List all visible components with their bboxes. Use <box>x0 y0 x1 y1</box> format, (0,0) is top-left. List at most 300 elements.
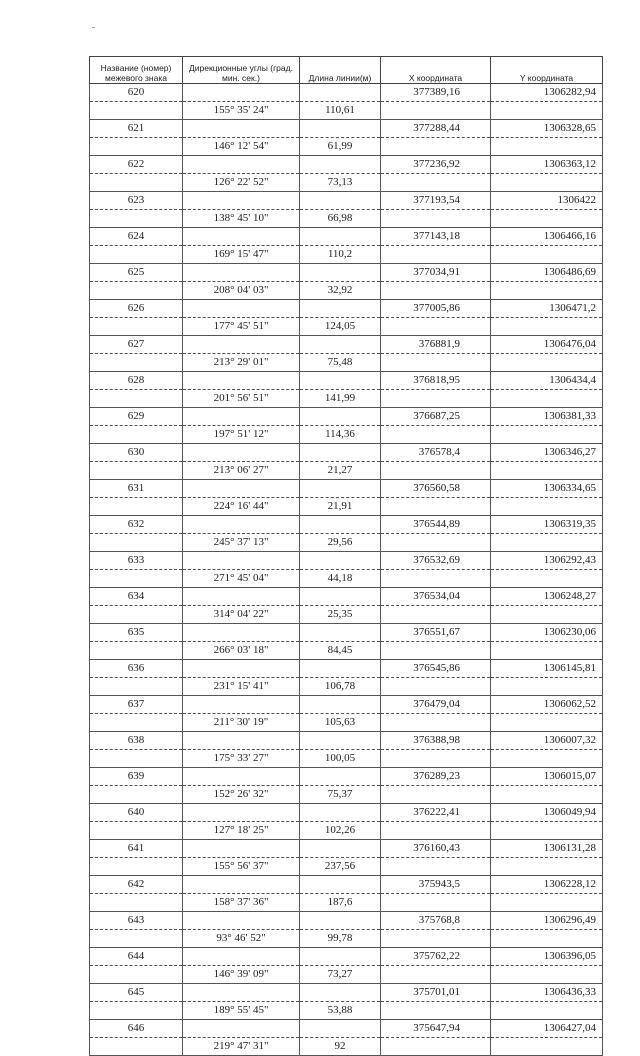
line-length-cell: 124,05 <box>300 318 381 336</box>
empty-angle-cell <box>183 480 300 498</box>
y-coordinate-cell: 1306422 <box>491 192 603 210</box>
x-coordinate-cell: 375701,01 <box>381 984 491 1002</box>
direction-angle-cell: 213° 29' 01" <box>183 354 300 372</box>
line-row <box>90 606 603 624</box>
x-coordinate-cell: 376551,67 <box>381 624 491 642</box>
line-row <box>90 930 603 948</box>
empty-x-cell <box>381 498 491 516</box>
empty-name-cell <box>90 174 183 192</box>
empty-y-cell <box>491 246 603 264</box>
line-row <box>90 534 603 552</box>
direction-angle-cell: 155° 56' 37" <box>183 858 300 876</box>
y-coordinate-cell: 1306007,32 <box>491 732 603 750</box>
direction-angle-cell: 127° 18' 25" <box>183 822 300 840</box>
empty-y-cell <box>491 462 603 480</box>
header-line-length: Длина линии(м) <box>300 57 381 84</box>
header-direction-angle: Дирекционные углы (град. мин. сек.) <box>183 57 300 84</box>
empty-y-cell <box>491 282 603 300</box>
empty-y-cell <box>491 498 603 516</box>
empty-length-cell <box>300 516 381 534</box>
point-name-cell: 630 <box>90 444 183 462</box>
empty-name-cell <box>90 462 183 480</box>
empty-length-cell <box>300 336 381 354</box>
line-row <box>90 318 603 336</box>
empty-y-cell <box>491 102 603 120</box>
direction-angle-cell: 146° 39' 09" <box>183 966 300 984</box>
line-row <box>90 354 603 372</box>
direction-angle-cell: 197° 51' 12" <box>183 426 300 444</box>
y-coordinate-cell: 1306466,16 <box>491 228 603 246</box>
line-length-cell: 141,99 <box>300 390 381 408</box>
empty-length-cell <box>300 552 381 570</box>
empty-name-cell <box>90 570 183 588</box>
point-name-cell: 623 <box>90 192 183 210</box>
line-row <box>90 750 603 768</box>
y-coordinate-cell: 1306471,2 <box>491 300 603 318</box>
direction-angle-cell: 126° 22' 52" <box>183 174 300 192</box>
empty-length-cell <box>300 372 381 390</box>
y-coordinate-cell: 1306062,52 <box>491 696 603 714</box>
empty-name-cell <box>90 678 183 696</box>
empty-name-cell <box>90 498 183 516</box>
empty-y-cell <box>491 714 603 732</box>
y-coordinate-cell: 1306282,94 <box>491 84 603 102</box>
line-length-cell: 73,27 <box>300 966 381 984</box>
line-length-cell: 75,48 <box>300 354 381 372</box>
line-row <box>90 390 603 408</box>
empty-x-cell <box>381 138 491 156</box>
direction-angle-cell: 146° 12' 54" <box>183 138 300 156</box>
empty-length-cell <box>300 480 381 498</box>
empty-length-cell <box>300 840 381 858</box>
empty-name-cell <box>90 138 183 156</box>
empty-x-cell <box>381 570 491 588</box>
empty-y-cell <box>491 138 603 156</box>
point-row <box>90 444 603 462</box>
empty-name-cell <box>90 714 183 732</box>
y-coordinate-cell: 1306434,4 <box>491 372 603 390</box>
line-row <box>90 894 603 912</box>
empty-x-cell <box>381 930 491 948</box>
empty-name-cell <box>90 1002 183 1020</box>
line-row <box>90 714 603 732</box>
point-row <box>90 768 603 786</box>
scan-speck <box>92 27 95 28</box>
point-name-cell: 643 <box>90 912 183 930</box>
empty-x-cell <box>381 858 491 876</box>
x-coordinate-cell: 377143,18 <box>381 228 491 246</box>
empty-angle-cell <box>183 984 300 1002</box>
line-length-cell: 32,92 <box>300 282 381 300</box>
empty-y-cell <box>491 606 603 624</box>
point-row <box>90 516 603 534</box>
empty-name-cell <box>90 786 183 804</box>
direction-angle-cell: 169° 15' 47" <box>183 246 300 264</box>
empty-angle-cell <box>183 768 300 786</box>
empty-name-cell <box>90 318 183 336</box>
line-length-cell: 100,05 <box>300 750 381 768</box>
point-row <box>90 804 603 822</box>
direction-angle-cell: 189° 55' 45" <box>183 1002 300 1020</box>
x-coordinate-cell: 376545,86 <box>381 660 491 678</box>
line-row <box>90 210 603 228</box>
point-row <box>90 264 603 282</box>
x-coordinate-cell: 377193,54 <box>381 192 491 210</box>
point-row <box>90 660 603 678</box>
empty-length-cell <box>300 696 381 714</box>
line-row <box>90 246 603 264</box>
point-row <box>90 552 603 570</box>
empty-x-cell <box>381 678 491 696</box>
header-point-name: Название (номер) межевого знака <box>90 57 183 84</box>
point-row <box>90 696 603 714</box>
point-row <box>90 948 603 966</box>
empty-length-cell <box>300 804 381 822</box>
empty-angle-cell <box>183 948 300 966</box>
point-row <box>90 300 603 318</box>
x-coordinate-cell: 376560,58 <box>381 480 491 498</box>
direction-angle-cell: 175° 33' 27" <box>183 750 300 768</box>
y-coordinate-cell: 1306396,05 <box>491 948 603 966</box>
line-row <box>90 498 603 516</box>
empty-name-cell <box>90 930 183 948</box>
y-coordinate-cell: 1306015,07 <box>491 768 603 786</box>
line-length-cell: 102,26 <box>300 822 381 840</box>
y-coordinate-cell: 1306292,43 <box>491 552 603 570</box>
x-coordinate-cell: 375943,5 <box>381 876 491 894</box>
line-length-cell: 21,27 <box>300 462 381 480</box>
line-length-cell: 105,63 <box>300 714 381 732</box>
empty-x-cell <box>381 354 491 372</box>
empty-y-cell <box>491 354 603 372</box>
point-row <box>90 912 603 930</box>
empty-x-cell <box>381 750 491 768</box>
point-name-cell: 626 <box>90 300 183 318</box>
empty-x-cell <box>381 966 491 984</box>
empty-x-cell <box>381 390 491 408</box>
line-length-cell: 29,56 <box>300 534 381 552</box>
x-coordinate-cell: 376881,9 <box>381 336 491 354</box>
x-coordinate-cell: 377288,44 <box>381 120 491 138</box>
x-coordinate-cell: 376534,04 <box>381 588 491 606</box>
x-coordinate-cell: 376160,43 <box>381 840 491 858</box>
empty-x-cell <box>381 822 491 840</box>
empty-y-cell <box>491 642 603 660</box>
y-coordinate-cell: 1306296,49 <box>491 912 603 930</box>
empty-angle-cell <box>183 372 300 390</box>
empty-y-cell <box>491 822 603 840</box>
point-row <box>90 984 603 1002</box>
point-row <box>90 624 603 642</box>
line-length-cell: 110,61 <box>300 102 381 120</box>
empty-angle-cell <box>183 444 300 462</box>
point-name-cell: 632 <box>90 516 183 534</box>
empty-length-cell <box>300 444 381 462</box>
y-coordinate-cell: 1306363,12 <box>491 156 603 174</box>
empty-length-cell <box>300 156 381 174</box>
empty-x-cell <box>381 642 491 660</box>
empty-length-cell <box>300 588 381 606</box>
direction-angle-cell: 245° 37' 13" <box>183 534 300 552</box>
empty-y-cell <box>491 210 603 228</box>
empty-x-cell <box>381 102 491 120</box>
line-length-cell: 110,2 <box>300 246 381 264</box>
point-row <box>90 336 603 354</box>
empty-length-cell <box>300 984 381 1002</box>
line-length-cell: 99,78 <box>300 930 381 948</box>
line-row <box>90 282 603 300</box>
line-length-cell: 53,88 <box>300 1002 381 1020</box>
direction-angle-cell: 271° 45' 04" <box>183 570 300 588</box>
point-name-cell: 635 <box>90 624 183 642</box>
empty-x-cell <box>381 606 491 624</box>
x-coordinate-cell: 377389,16 <box>381 84 491 102</box>
empty-angle-cell <box>183 588 300 606</box>
line-row <box>90 570 603 588</box>
empty-x-cell <box>381 462 491 480</box>
empty-length-cell <box>300 228 381 246</box>
empty-name-cell <box>90 822 183 840</box>
line-length-cell: 61,99 <box>300 138 381 156</box>
empty-angle-cell <box>183 156 300 174</box>
line-row <box>90 822 603 840</box>
empty-y-cell <box>491 390 603 408</box>
direction-angle-cell: 213° 06' 27" <box>183 462 300 480</box>
x-coordinate-cell: 376388,98 <box>381 732 491 750</box>
line-length-cell: 187,6 <box>300 894 381 912</box>
empty-angle-cell <box>183 408 300 426</box>
empty-y-cell <box>491 930 603 948</box>
empty-x-cell <box>381 246 491 264</box>
empty-x-cell <box>381 714 491 732</box>
point-row <box>90 84 603 102</box>
y-coordinate-cell: 1306486,69 <box>491 264 603 282</box>
point-name-cell: 620 <box>90 84 183 102</box>
empty-x-cell <box>381 282 491 300</box>
empty-name-cell <box>90 354 183 372</box>
line-row <box>90 858 603 876</box>
point-row <box>90 732 603 750</box>
line-row <box>90 786 603 804</box>
empty-y-cell <box>491 786 603 804</box>
empty-length-cell <box>300 624 381 642</box>
empty-angle-cell <box>183 696 300 714</box>
y-coordinate-cell: 1306145,81 <box>491 660 603 678</box>
empty-length-cell <box>300 912 381 930</box>
x-coordinate-cell: 377236,92 <box>381 156 491 174</box>
empty-name-cell <box>90 390 183 408</box>
x-coordinate-cell: 377034,91 <box>381 264 491 282</box>
empty-angle-cell <box>183 516 300 534</box>
empty-angle-cell <box>183 552 300 570</box>
x-coordinate-cell: 375647,94 <box>381 1020 491 1038</box>
direction-angle-cell: 93° 46' 52" <box>183 930 300 948</box>
line-length-cell: 21,91 <box>300 498 381 516</box>
empty-y-cell <box>491 570 603 588</box>
y-coordinate-cell: 1306319,35 <box>491 516 603 534</box>
x-coordinate-cell: 376479,04 <box>381 696 491 714</box>
empty-angle-cell <box>183 120 300 138</box>
empty-length-cell <box>300 192 381 210</box>
empty-y-cell <box>491 426 603 444</box>
empty-angle-cell <box>183 264 300 282</box>
empty-name-cell <box>90 858 183 876</box>
x-coordinate-cell: 376687,25 <box>381 408 491 426</box>
empty-length-cell <box>300 768 381 786</box>
point-row <box>90 876 603 894</box>
y-coordinate-cell: 1306427,04 <box>491 1020 603 1038</box>
x-coordinate-cell: 375762,22 <box>381 948 491 966</box>
point-name-cell: 646 <box>90 1020 183 1038</box>
header-y-coordinate: Y координата <box>491 57 603 84</box>
direction-angle-cell: 224° 16' 44" <box>183 498 300 516</box>
empty-angle-cell <box>183 84 300 102</box>
point-name-cell: 631 <box>90 480 183 498</box>
empty-angle-cell <box>183 912 300 930</box>
empty-x-cell <box>381 786 491 804</box>
empty-name-cell <box>90 282 183 300</box>
empty-length-cell <box>300 1020 381 1038</box>
point-name-cell: 636 <box>90 660 183 678</box>
line-length-cell: 73,13 <box>300 174 381 192</box>
empty-length-cell <box>300 264 381 282</box>
empty-name-cell <box>90 966 183 984</box>
empty-angle-cell <box>183 300 300 318</box>
point-row <box>90 192 603 210</box>
x-coordinate-cell: 376222,41 <box>381 804 491 822</box>
empty-y-cell <box>491 750 603 768</box>
empty-name-cell <box>90 534 183 552</box>
line-length-cell: 75,37 <box>300 786 381 804</box>
direction-angle-cell: 158° 37' 36" <box>183 894 300 912</box>
y-coordinate-cell: 1306436,33 <box>491 984 603 1002</box>
point-name-cell: 644 <box>90 948 183 966</box>
point-name-cell: 640 <box>90 804 183 822</box>
line-length-cell: 106,78 <box>300 678 381 696</box>
direction-angle-cell: 211° 30' 19" <box>183 714 300 732</box>
line-length-cell: 114,36 <box>300 426 381 444</box>
line-row <box>90 462 603 480</box>
point-row <box>90 156 603 174</box>
empty-y-cell <box>491 894 603 912</box>
empty-angle-cell <box>183 876 300 894</box>
y-coordinate-cell: 1306334,65 <box>491 480 603 498</box>
empty-length-cell <box>300 84 381 102</box>
x-coordinate-cell: 376818,95 <box>381 372 491 390</box>
empty-length-cell <box>300 948 381 966</box>
boundary-coordinates-table <box>89 56 603 1056</box>
y-coordinate-cell: 1306346,27 <box>491 444 603 462</box>
point-row <box>90 588 603 606</box>
empty-angle-cell <box>183 840 300 858</box>
point-name-cell: 639 <box>90 768 183 786</box>
point-name-cell: 638 <box>90 732 183 750</box>
empty-x-cell <box>381 894 491 912</box>
direction-angle-cell: 152° 26' 32" <box>183 786 300 804</box>
point-row <box>90 228 603 246</box>
empty-name-cell <box>90 426 183 444</box>
empty-angle-cell <box>183 804 300 822</box>
y-coordinate-cell: 1306228,12 <box>491 876 603 894</box>
x-coordinate-cell: 377005,86 <box>381 300 491 318</box>
empty-angle-cell <box>183 192 300 210</box>
empty-name-cell <box>90 1038 183 1056</box>
point-name-cell: 628 <box>90 372 183 390</box>
empty-angle-cell <box>183 624 300 642</box>
empty-x-cell <box>381 174 491 192</box>
x-coordinate-cell: 376544,89 <box>381 516 491 534</box>
empty-y-cell <box>491 534 603 552</box>
empty-x-cell <box>381 426 491 444</box>
empty-y-cell <box>491 678 603 696</box>
empty-name-cell <box>90 102 183 120</box>
line-length-cell: 66,98 <box>300 210 381 228</box>
empty-length-cell <box>300 300 381 318</box>
empty-length-cell <box>300 732 381 750</box>
point-row <box>90 840 603 858</box>
header-x-coordinate: X координата <box>381 57 491 84</box>
empty-angle-cell <box>183 660 300 678</box>
line-row <box>90 426 603 444</box>
y-coordinate-cell: 1306230,06 <box>491 624 603 642</box>
empty-x-cell <box>381 210 491 228</box>
line-row <box>90 102 603 120</box>
empty-name-cell <box>90 642 183 660</box>
empty-angle-cell <box>183 732 300 750</box>
point-row <box>90 480 603 498</box>
empty-name-cell <box>90 210 183 228</box>
point-name-cell: 633 <box>90 552 183 570</box>
point-name-cell: 622 <box>90 156 183 174</box>
point-row <box>90 408 603 426</box>
point-row <box>90 372 603 390</box>
point-name-cell: 634 <box>90 588 183 606</box>
empty-x-cell <box>381 318 491 336</box>
empty-y-cell <box>491 1038 603 1056</box>
direction-angle-cell: 201° 56' 51" <box>183 390 300 408</box>
line-row <box>90 678 603 696</box>
x-coordinate-cell: 376578,4 <box>381 444 491 462</box>
x-coordinate-cell: 376289,23 <box>381 768 491 786</box>
y-coordinate-cell: 1306381,33 <box>491 408 603 426</box>
empty-name-cell <box>90 750 183 768</box>
empty-y-cell <box>491 966 603 984</box>
empty-angle-cell <box>183 228 300 246</box>
empty-angle-cell <box>183 1020 300 1038</box>
line-length-cell: 84,45 <box>300 642 381 660</box>
line-row <box>90 642 603 660</box>
point-name-cell: 641 <box>90 840 183 858</box>
y-coordinate-cell: 1306476,04 <box>491 336 603 354</box>
y-coordinate-cell: 1306131,28 <box>491 840 603 858</box>
table-header-row <box>90 57 603 84</box>
direction-angle-cell: 314° 04' 22" <box>183 606 300 624</box>
point-name-cell: 624 <box>90 228 183 246</box>
y-coordinate-cell: 1306049,94 <box>491 804 603 822</box>
direction-angle-cell: 231° 15' 41" <box>183 678 300 696</box>
empty-angle-cell <box>183 336 300 354</box>
point-name-cell: 621 <box>90 120 183 138</box>
empty-y-cell <box>491 1002 603 1020</box>
empty-x-cell <box>381 1038 491 1056</box>
line-row <box>90 1002 603 1020</box>
point-name-cell: 637 <box>90 696 183 714</box>
empty-name-cell <box>90 606 183 624</box>
line-row <box>90 138 603 156</box>
empty-x-cell <box>381 1002 491 1020</box>
empty-y-cell <box>491 174 603 192</box>
line-length-cell: 25,35 <box>300 606 381 624</box>
